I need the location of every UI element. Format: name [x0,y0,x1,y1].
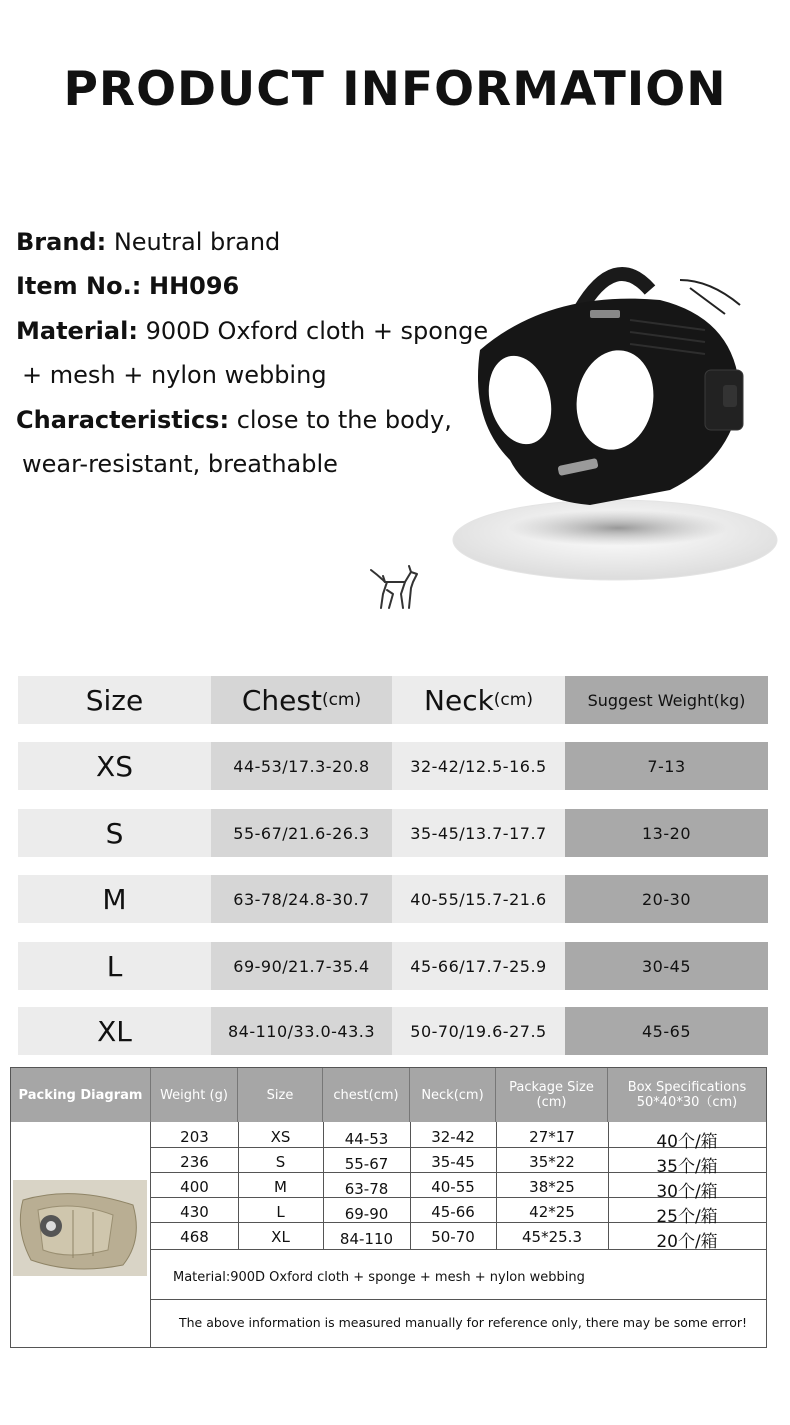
neck-cell: 45-66 [431,1203,475,1221]
package-cell: 45*25.3 [522,1228,582,1246]
header-neck-unit: (cm) [493,690,533,710]
package-cell: 27*17 [529,1128,575,1146]
size-label: XS [96,749,133,783]
item-label: Item No.: [16,272,142,300]
size-row [18,742,768,790]
size-row [18,809,768,857]
weight-value: 7-13 [647,756,686,776]
box-cell: 30个/箱 [656,1182,718,1202]
size-row [18,942,768,990]
chest-header: chest(cm) [323,1068,410,1122]
chest-cell: 84-110 [339,1230,394,1248]
weight-cell: 203 [180,1128,209,1146]
neck-value: 50-70/19.6-27.5 [410,1021,547,1041]
harness-image [440,250,785,590]
size-cell: S [275,1153,286,1171]
size-row [18,875,768,923]
item-value: HH096 [148,272,240,300]
weight-cell: 430 [180,1203,209,1221]
box-spec-label: Box Specifications [627,1080,747,1095]
brand-line [16,228,280,256]
material-line [16,317,488,345]
size-cell: XL [271,1228,290,1246]
material-label: Material: [16,317,138,345]
size-header: Size [238,1068,323,1122]
chest-cell: 55-67 [344,1155,389,1173]
size-cell: XS [270,1128,291,1146]
chest-cell: 69-90 [344,1205,389,1223]
disclaimer-note: The above information is measured manually for reference only, there may be some error! [178,1315,747,1330]
characteristics-line [16,406,452,434]
size-label: S [105,816,124,850]
material-line-2: + mesh + nylon webbing [22,361,327,389]
size-label: L [106,949,123,983]
weight-cell: 468 [180,1228,209,1246]
header-neck: Neck [424,683,494,717]
neck-cell: 40-55 [431,1178,475,1196]
weight-header: Weight (g) [151,1068,238,1122]
neck-value: 32-42/12.5-16.5 [410,756,547,776]
size-label: M [102,882,127,916]
header-chest-unit: (cm) [321,690,362,710]
packing-photo [13,1180,147,1276]
characteristics-label: Characteristics: [16,406,230,434]
neck-value: 40-55/15.7-21.6 [410,889,547,909]
material-note: Material:900D Oxford cloth + sponge + mesh + nylon webbing [173,1270,585,1285]
chest-cell: 44-53 [344,1130,389,1148]
header-weight: Suggest Weight(kg) [587,690,746,710]
brand-value: Neutral brand [113,228,281,256]
chest-value: 69-90/21.7-35.4 [233,956,370,976]
package-size-label: Package Size [509,1080,594,1095]
neck-cell: 35-45 [431,1153,475,1171]
chest-value: 44-53/17.3-20.8 [233,756,370,776]
weight-value: 45-65 [642,1021,691,1041]
box-spec-dimensions: 50*40*30（cm) [636,1095,738,1110]
chest-value: 84-110/33.0-43.3 [227,1021,376,1041]
package-size-header [496,1068,608,1122]
weight-value: 13-20 [642,823,691,843]
characteristics-line-2: wear-resistant, breathable [22,450,338,478]
package-cell: 38*25 [529,1178,575,1196]
characteristics-value: close to the body, [236,406,452,434]
header-chest: Chest [241,683,322,717]
header-size: Size [85,683,144,717]
packing-diagram-header: Packing Diagram [11,1068,151,1122]
weight-cell: 236 [180,1153,209,1171]
package-cell: 35*22 [529,1153,575,1171]
packing-table [10,1067,767,1348]
box-spec-header [608,1068,766,1122]
chest-value: 63-78/24.8-30.7 [233,889,370,909]
chest-value: 55-67/21.6-26.3 [233,823,370,843]
size-cell: M [274,1178,287,1196]
neck-cell: 32-42 [431,1128,475,1146]
material-value: 900D Oxford cloth + sponge [145,317,489,345]
size-label: XL [97,1014,132,1048]
size-cell: L [276,1203,285,1221]
item-line [16,272,239,300]
weight-cell: 400 [180,1178,209,1196]
neck-cell: 50-70 [431,1228,475,1246]
weight-value: 20-30 [642,889,691,909]
weight-value: 30-45 [642,956,691,976]
neck-header: Neck(cm) [410,1068,496,1122]
box-cell: 40个/箱 [656,1132,718,1152]
neck-value: 35-45/13.7-17.7 [410,823,547,843]
dog-icon [365,560,421,614]
brand-label: Brand: [16,228,107,256]
package-size-unit: (cm) [536,1095,567,1110]
box-cell: 35个/箱 [656,1157,718,1177]
package-cell: 42*25 [529,1203,575,1221]
neck-value: 45-66/17.7-25.9 [410,956,547,976]
page-title: PRODUCT INFORMATION [63,62,727,117]
box-cell: 25个/箱 [656,1207,718,1227]
size-chart-header [18,676,768,724]
size-row [18,1007,768,1055]
box-cell: 20个/箱 [656,1232,718,1252]
chest-cell: 63-78 [344,1180,389,1198]
